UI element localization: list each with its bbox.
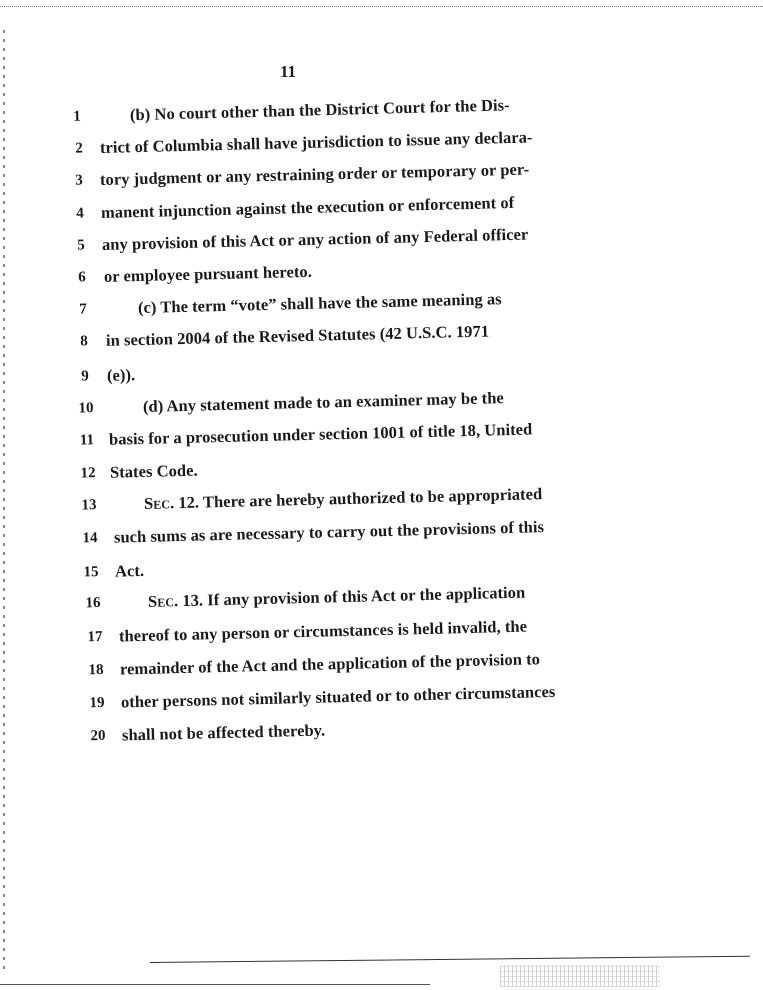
- line-number: 3: [75, 172, 83, 189]
- section-text: If any provision of this Act or the application: [202, 582, 526, 610]
- line-number: 10: [78, 400, 94, 417]
- line-text: tory judgment or any restraining order or temporary or per-: [99, 159, 530, 189]
- line-number: 1: [73, 108, 81, 125]
- line-number: 9: [81, 368, 89, 385]
- line-number: 13: [81, 497, 97, 514]
- line-number: 2: [75, 140, 83, 157]
- line-number: 4: [76, 205, 84, 222]
- section-text: There are hereby authorized to be appropriated: [198, 484, 543, 512]
- line-text: other persons not similarly situated or to other circumstances: [120, 681, 556, 712]
- line-text: remainder of the Act and the application of the provision to: [119, 649, 541, 679]
- line-number: 7: [79, 301, 87, 318]
- line-text: (d) Any statement made to an examiner may be the: [142, 388, 505, 416]
- line-number: 17: [87, 628, 103, 646]
- line-number: 16: [85, 594, 101, 612]
- line-text: (b) No court other than the District Court for the Dis-: [129, 95, 510, 125]
- line-text: (c) The term “vote” shall have the same meaning as: [137, 289, 502, 318]
- line-text: States Code.: [109, 460, 198, 482]
- section-label: Sec. 12.: [143, 492, 200, 513]
- line-text: Act.: [114, 560, 145, 581]
- line-text: thereof to any person or circumstances is held invalid, the: [118, 616, 528, 646]
- line-number: 11: [79, 432, 95, 449]
- line-text: basis for a prosecution under section 1001 of title 18, United: [108, 419, 533, 449]
- line-number: 6: [78, 269, 86, 286]
- section-label: Sec. 13.: [147, 590, 204, 611]
- line-text: shall not be affected thereby.: [121, 720, 326, 745]
- line-text: trict of Columbia shall have jurisdiction to issue any declara-: [99, 127, 533, 157]
- line-number: 12: [80, 465, 96, 482]
- line-text: or employee pursuant hereto.: [103, 261, 313, 286]
- line-text: [148, 581, 526, 614]
- line-text: (e)).: [106, 365, 136, 385]
- line-text: [144, 482, 543, 516]
- line-number: 14: [82, 530, 98, 547]
- line-number: 20: [90, 727, 106, 745]
- line-text: manent injunction against the execution or enforcement of: [100, 192, 515, 222]
- line-text: such sums as are necessary to carry out the provisions of this: [113, 517, 545, 547]
- line-number: 19: [89, 694, 105, 712]
- page-number: 11: [280, 62, 297, 81]
- line-number: 8: [80, 333, 88, 350]
- line-number: 18: [88, 661, 104, 679]
- line-number: 5: [77, 237, 85, 254]
- line-text: any provision of this Act or any action of any Federal officer: [101, 224, 529, 254]
- line-text: in section 2004 of the Revised Statutes (42 U.S.C. 1971: [105, 321, 490, 350]
- line-number: 15: [83, 564, 99, 581]
